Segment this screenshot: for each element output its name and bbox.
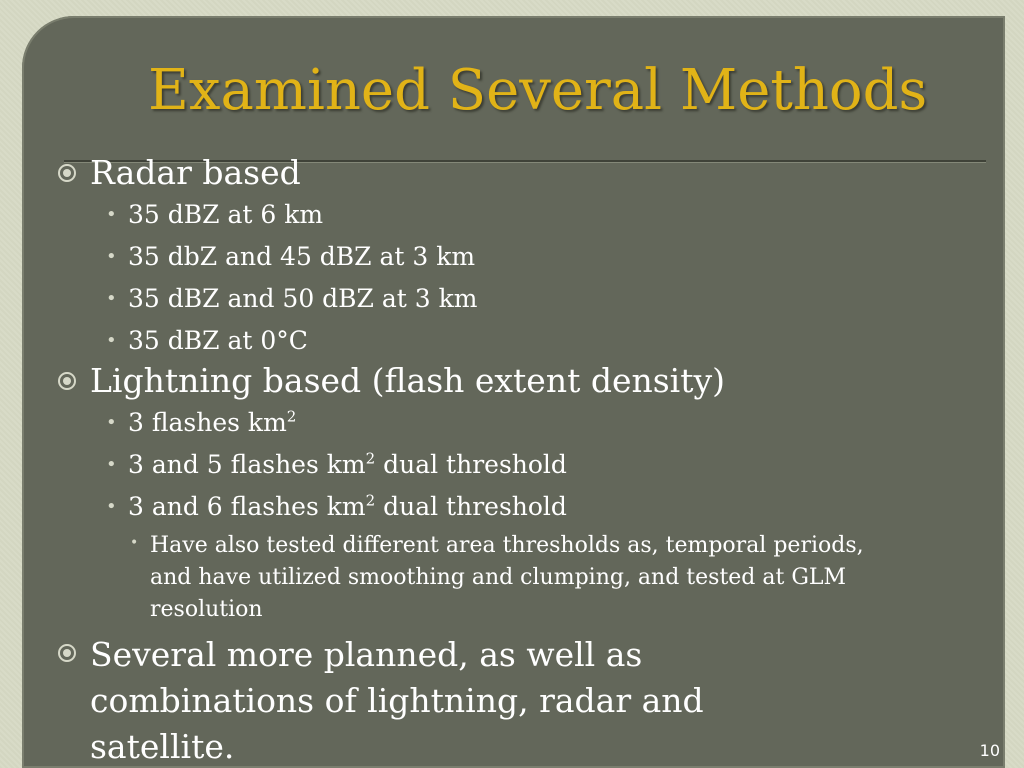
sub-sub-bullet <box>52 530 870 626</box>
sub-bullet-text: 3 and 5 flashes $km^2$ dual threshold <box>128 449 567 479</box>
note-text: Have also tested different area thresholds as, temporal periods, and have utilized smoothing and clumping, and tested at GLM resolution <box>150 533 864 622</box>
bullet-lightning-based <box>52 360 972 402</box>
sub-bullet <box>52 492 972 522</box>
sub-bullet-text: 35 dBZ at 6 km <box>128 200 324 229</box>
dot-bullet-icon: • <box>106 454 117 475</box>
sub-bullet-text: 3 and 6 flashes $km^2$ dual threshold <box>128 491 567 521</box>
sub-bullet <box>52 408 972 438</box>
dot-bullet-icon: • <box>106 246 117 267</box>
dot-bullet-icon: • <box>106 288 117 309</box>
page-number: 10 <box>979 741 1000 760</box>
sub-bullet-text: 35 dBZ and 50 dBZ at 3 km <box>128 284 478 313</box>
circle-bullet-icon <box>58 372 76 390</box>
slide-panel <box>22 16 1005 768</box>
bullet-radar-based <box>52 152 972 194</box>
sub-bullet <box>52 450 972 480</box>
circle-bullet-icon <box>58 164 76 182</box>
bullet-list <box>52 152 972 768</box>
sub-bullet <box>52 242 972 272</box>
sub-bullet-text: 35 dBZ at 0°C <box>128 326 308 355</box>
bullet-several-more-planned <box>52 632 850 768</box>
dot-bullet-icon: • <box>106 204 117 225</box>
circle-bullet-icon <box>58 644 76 662</box>
dot-bullet-icon: • <box>106 496 117 517</box>
slide-title: Examined Several Methods <box>148 58 928 123</box>
sub-bullet-text: 35 dbZ and 45 dBZ at 3 km <box>128 242 476 271</box>
sub-bullet-text: 3 flashes $km^2$ <box>128 407 297 437</box>
sub-bullet <box>52 200 972 230</box>
dot-bullet-icon: • <box>106 412 117 433</box>
bullet-text: Radar based <box>90 153 301 192</box>
bullet-text: Lightning based (flash extent density) <box>90 361 726 400</box>
sub-bullet <box>52 284 972 314</box>
sub-bullet <box>52 326 972 356</box>
bullet-text: Several more planned, as well as combinations of lightning, radar and satellite. <box>90 635 704 766</box>
dot-bullet-icon: • <box>130 535 139 551</box>
dot-bullet-icon: • <box>106 330 117 351</box>
